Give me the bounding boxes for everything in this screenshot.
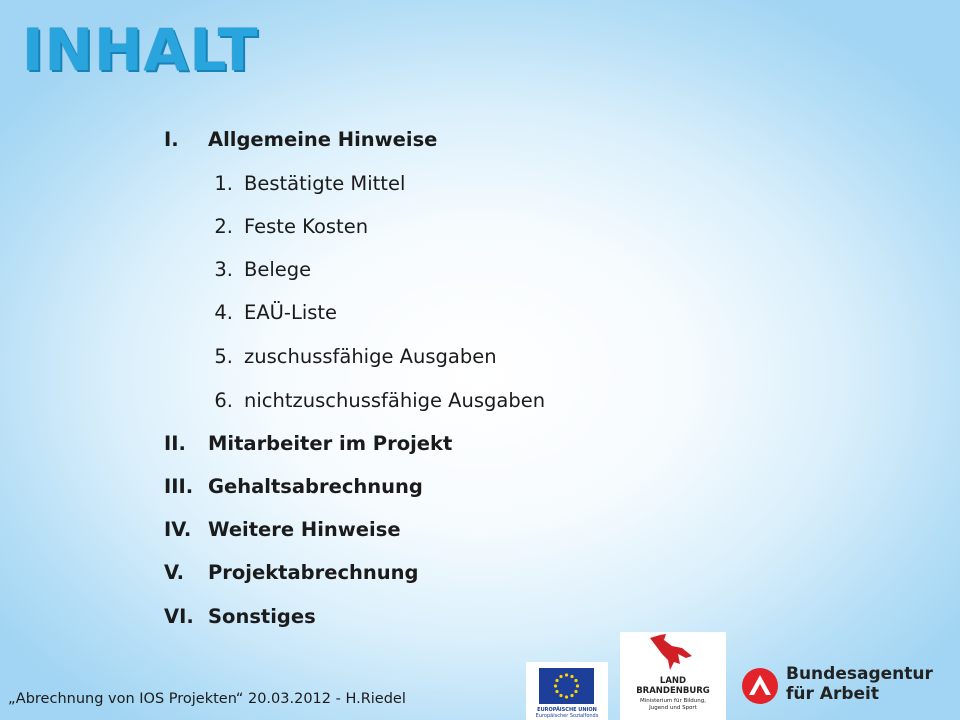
eu-flag-icon [539,668,594,704]
toc-section-number: IV. [164,518,192,541]
ba-arrow-icon [742,668,778,704]
footer-text: „Abrechnung von IOS Projekten“ 20.03.2012 - H.Riedel [8,691,406,707]
toc-subsection-label: zuschussfähige Ausgaben [244,345,497,368]
toc-subsection-label: Feste Kosten [244,215,369,238]
toc-subsection-label: Bestätigte Mittel [244,172,406,195]
toc-section-label: Gehaltsabrechnung [208,475,423,498]
brandenburg-logo [620,632,726,720]
toc-subsection-number: 2. [214,215,233,238]
ba-name-line-2: für Arbeit [786,684,879,704]
toc-section-number: V. [164,561,184,584]
toc-section-number: I. [164,128,179,151]
bundesagentur-logo [740,662,960,720]
toc-section-label: Weitere Hinweise [208,518,401,541]
toc-subsection-number: 4. [214,301,233,324]
toc-subsection-number: 1. [214,172,233,195]
eu-logo [526,662,608,720]
toc-subsection-number: 3. [214,258,233,281]
ba-mark-icon [742,668,778,704]
eu-caption-line-2: Europäischer Sozialfonds [535,713,599,719]
toc-section-label: Projektabrechnung [208,561,419,584]
toc-section-number: VI. [164,605,194,628]
ba-name-line-1: Bundesagentur [786,664,933,684]
logo-strip [526,632,960,720]
toc-section-number: III. [164,475,194,498]
brandenburg-line-1: LAND [659,676,687,686]
brandenburg-name [620,676,726,696]
ministry-name [620,698,726,712]
toc-subsection-label: Belege [244,258,312,281]
ministry-line-1: Ministerium für Bildung, [639,698,707,704]
toc-subsection-number: 5. [214,345,233,368]
eagle-icon [620,632,726,676]
toc-section-label: Mitarbeiter im Projekt [208,432,453,455]
toc-section-label: Sonstiges [208,605,316,628]
toc-subsection-label: nichtzuschussfähige Ausgaben [244,389,546,412]
toc-subsection-number: 6. [214,389,233,412]
eu-stars-icon [539,668,594,704]
toc-subsection-label: EAÜ-Liste [244,301,338,324]
slide-title: INHALT [22,16,259,84]
ministry-line-2: Jugend und Sport [649,705,697,711]
toc-section-label: Allgemeine Hinweise [208,128,438,151]
brandenburg-line-2: BRANDENBURG [636,686,710,696]
eu-caption-line-1: EUROPÄISCHE UNION [537,707,597,713]
toc-section-number: II. [164,432,186,455]
